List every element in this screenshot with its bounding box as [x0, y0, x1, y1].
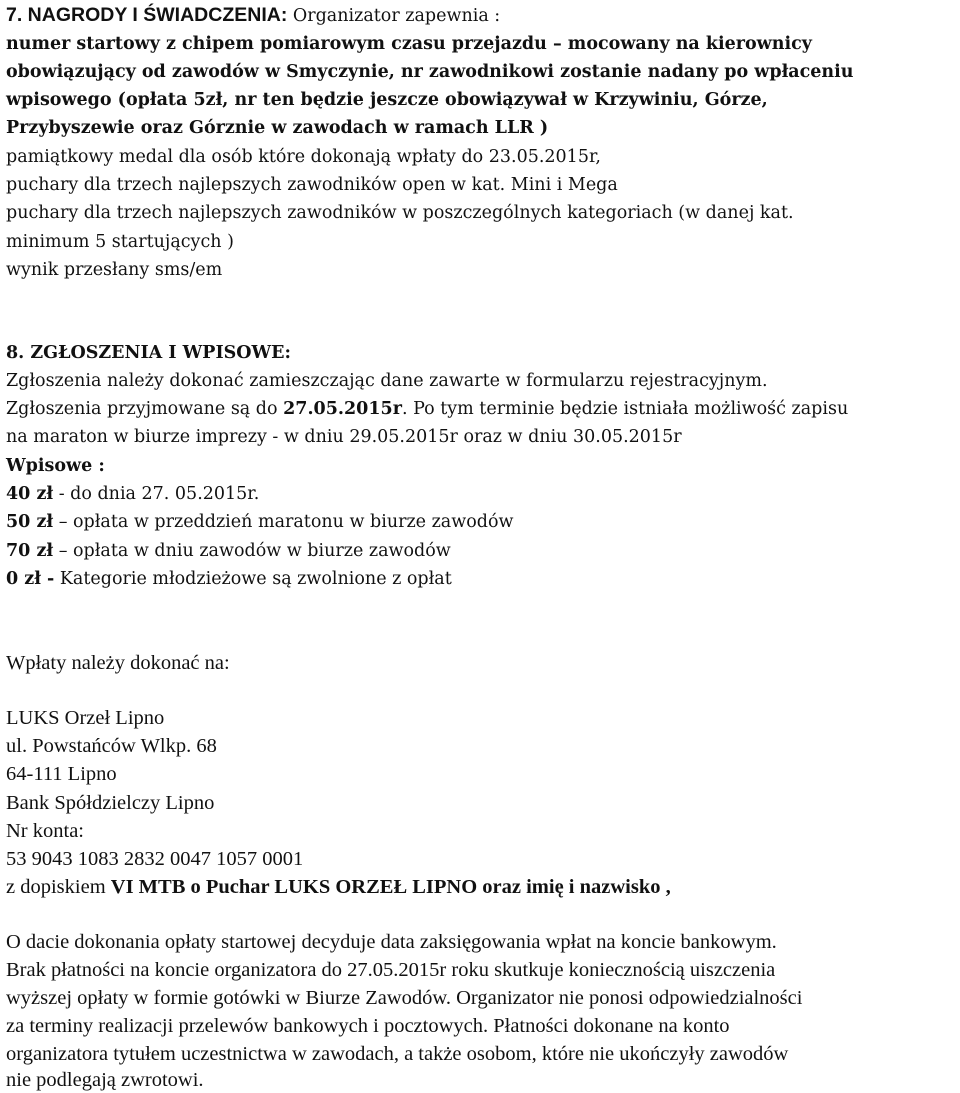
- registration-line-3: na maraton w biurze imprezy - w dniu 29.05.2015r oraz w dniu 30.05.2015r: [6, 427, 682, 447]
- transfer-note: [6, 874, 671, 900]
- chip-line-3: [6, 87, 768, 113]
- registration-deadline-date: 27.05.2015r: [283, 399, 402, 419]
- fee-heading: [6, 453, 105, 479]
- payee-name: LUKS Orzeł Lipno: [6, 707, 165, 729]
- final-note-line-2: Brak płatności na koncie organizatora do 27.05.2015r roku skutkuje koniecznością uiszczenia: [6, 959, 776, 981]
- fee-line-1: [6, 481, 259, 507]
- fee-amount-2: 50 zł: [6, 512, 54, 532]
- results-line: wynik przesłany sms/em: [6, 260, 223, 280]
- account-label: Nr konta:: [6, 820, 84, 842]
- fee-amount-1: 40 zł: [6, 484, 54, 504]
- chip-text-1: numer startowy z chipem pomiarowym czasu przejazdu – mocowany na kierownicy: [6, 34, 812, 54]
- medal-line: pamiątkowy medal dla osób które dokonają wpłaty do 23.05.2015r,: [6, 147, 601, 167]
- fee-line-2: [6, 509, 513, 535]
- payee-city: 64-111 Lipno: [6, 763, 117, 785]
- payment-label: Wpłaty należy dokonać na:: [6, 652, 230, 674]
- fee-desc-3: – opłata w dniu zawodów w biurze zawodów: [53, 541, 451, 561]
- payee-street: ul. Powstańców Wlkp. 68: [6, 735, 217, 757]
- final-note-line-5: organizatora tytułem uczestnictwa w zawodach, a także osobom, które nie ukończyły zawodów: [6, 1043, 789, 1065]
- section-7-intro: Organizator zapewnia :: [287, 6, 501, 26]
- transfer-note-prefix: z dopiskiem: [6, 876, 111, 898]
- minimum-starters-line: minimum 5 startujących ): [6, 232, 234, 252]
- fee-line-4: [6, 566, 452, 592]
- section-7-title-line: [6, 2, 500, 29]
- fee-amount-4: 0 zł -: [6, 569, 55, 589]
- fee-desc-2: – opłata w przeddzień maratonu w biurze zawodów: [53, 512, 514, 532]
- fee-heading-text: Wpisowe :: [6, 456, 105, 476]
- chip-text-3: wpisowego (opłata 5zł, nr ten będzie jeszcze obowiązywał w Krzywiniu, Górze,: [6, 90, 768, 110]
- chip-line-2: [6, 59, 854, 85]
- transfer-note-title: VI MTB o Puchar LUKS ORZEŁ LIPNO oraz imię i nazwisko ,: [110, 876, 671, 898]
- registration-line-1: Zgłoszenia należy dokonać zamieszczając dane zawarte w formularzu rejestracyjnym.: [6, 371, 768, 391]
- cups-open-line: puchary dla trzech najlepszych zawodników open w kat. Mini i Mega: [6, 175, 618, 195]
- registration-late-note: . Po tym terminie będzie istniała możliwość zapisu: [401, 399, 849, 419]
- fee-desc-1: - do dnia 27. 05.2015r.: [53, 484, 260, 504]
- chip-text-2: obowiązujący od zawodów w Smyczynie, nr zawodnikowi zostanie nadany po wpłaceniu: [6, 62, 854, 82]
- final-note-line-1: O dacie dokonania opłaty startowej decyduje data zaksięgowania wpłat na koncie bankowym.: [6, 931, 777, 953]
- final-note-line-4: za terminy realizacji przelewów bankowych i pocztowych. Płatności dokonane na konto: [6, 1015, 730, 1037]
- section-8-heading: [6, 340, 291, 366]
- registration-line-2: [6, 396, 848, 422]
- section-7-heading: 7. NAGRODY I ŚWIADCZENIA:: [6, 4, 288, 26]
- chip-text-4: Przybyszewie oraz Górznie w zawodach w ramach LLR ): [6, 118, 549, 138]
- bank-name: Bank Spółdzielczy Lipno: [6, 792, 215, 814]
- section-8-heading-text: 8. ZGŁOSZENIA I WPISOWE:: [6, 343, 291, 363]
- registration-deadline-label: Zgłoszenia przyjmowane są do: [6, 399, 284, 419]
- fee-line-3: [6, 538, 451, 564]
- final-note-line-6: nie podlegają zwrotowi.: [6, 1069, 204, 1091]
- chip-line-1: [6, 31, 812, 57]
- account-number: 53 9043 1083 2832 0047 1057 0001: [6, 848, 304, 870]
- final-note-line-3: wyższej opłaty w formie gotówki w Biurze Zawodów. Organizator nie ponosi odpowiedzialności: [6, 987, 803, 1009]
- fee-amount-3: 70 zł: [6, 541, 54, 561]
- chip-line-4: [6, 115, 548, 141]
- fee-desc-4: Kategorie młodzieżowe są zwolnione z opłat: [54, 569, 452, 589]
- cups-category-line: puchary dla trzech najlepszych zawodników w poszczególnych kategoriach (w danej kat.: [6, 203, 794, 223]
